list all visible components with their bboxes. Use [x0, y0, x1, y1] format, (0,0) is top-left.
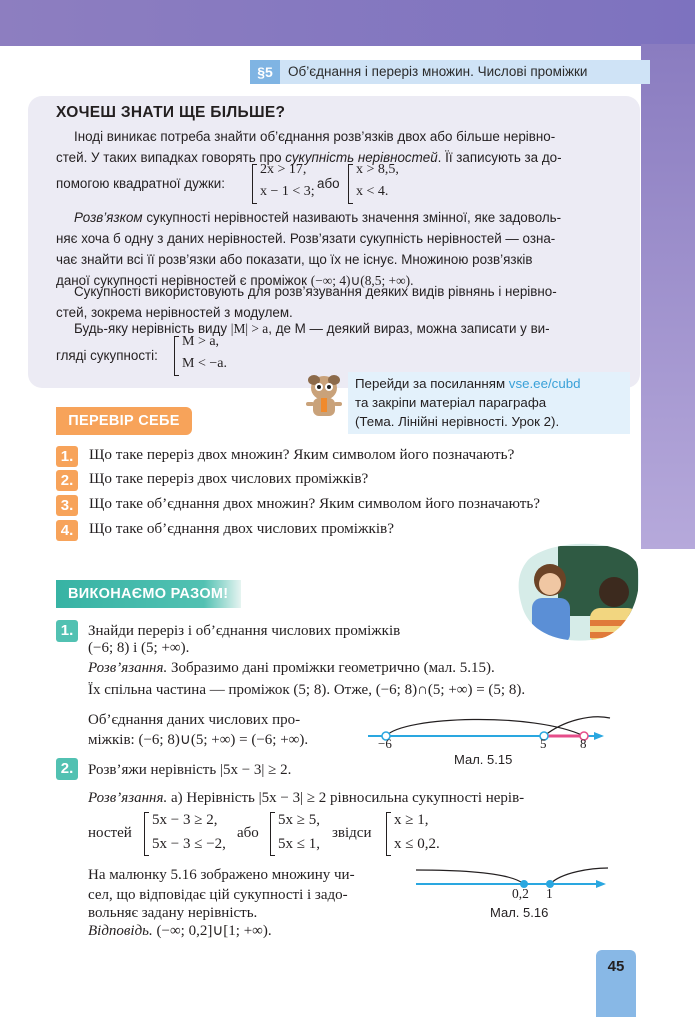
- solution-line: вольняє задану нерівність.: [88, 905, 258, 921]
- paragraph-line: няє хоча б одну з даних нерівностей. Розв’язати сукупність нерівностей — озна-: [56, 231, 556, 246]
- math-line: 5x ≥ 5,: [278, 812, 320, 828]
- math-line: x − 1 < 3;: [260, 184, 315, 199]
- math-line: 5x − 3 ≥ 2,: [152, 812, 218, 828]
- paragraph-line: даної сукупності нерівностей є проміжок (−∞; 4)∪(8,5; +∞).: [56, 273, 414, 288]
- solution-line: ностей: [88, 825, 132, 841]
- solution-line: міжків: (−6; 8)∪(5; +∞) = (−6; +∞).: [88, 732, 309, 748]
- task-text: Розв’яжи нерівність |5x − 3| ≥ 2.: [88, 762, 292, 778]
- check-yourself-heading: ПЕРЕВІР СЕБЕ: [56, 407, 192, 435]
- together-heading: ВИКОНАЄМО РАЗОМ!: [56, 580, 241, 608]
- solution-line: Розв’язання. а) Нерівність |5x − 3| ≥ 2 рівносильна сукупності нерів-: [88, 790, 525, 806]
- square-bracket: [252, 164, 257, 204]
- task-text: (−6; 8) і (5; +∞).: [88, 640, 190, 656]
- hence-word: звідси: [332, 825, 372, 841]
- paragraph-line: Будь-яку нерівність виду |M| > a, де M — деякий вираз, можна записати у ви-: [74, 321, 550, 336]
- paragraph-line: помогою квадратної дужки:: [56, 176, 225, 191]
- question-text: Що таке об’єднання двох числових проміжків?: [89, 520, 394, 537]
- know-more-title: ХОЧЕШ ЗНАТИ ЩЕ БІЛЬШЕ?: [56, 104, 286, 121]
- answer-line: Відповідь. (−∞; 0,2]∪[1; +∞).: [88, 923, 272, 939]
- paragraph-line: стей, зокрема нерівностей з модулем.: [56, 305, 293, 320]
- math-line: M < −a.: [182, 356, 227, 371]
- mascot-icon: [298, 372, 350, 424]
- side-color-band: [641, 44, 695, 549]
- section-number: §5: [250, 60, 280, 84]
- paragraph-line: стей. У таких випадках говорять про сукупність нерівностей. Її записують за до-: [56, 150, 562, 165]
- or-word: або: [317, 176, 340, 191]
- number-line-figure-5-15: [364, 710, 614, 754]
- tick-label: 0,2: [512, 886, 529, 901]
- link-url[interactable]: vse.ee/cubd: [508, 376, 581, 391]
- task-number: 2.: [56, 758, 78, 780]
- paragraph-line: Іноді виникає потреба знайти об’єднання розв’язків двох або більше нерівно-: [74, 129, 556, 144]
- figure-caption: Мал. 5.15: [454, 752, 513, 767]
- question-number: 2.: [56, 470, 78, 491]
- math-line: 5x ≤ 1,: [278, 836, 320, 852]
- solution-line: Їх спільна частина — проміжок (5; 8). Отже, (−6; 8)∩(5; +∞) = (5; 8).: [88, 682, 526, 698]
- question-text: Що таке об’єднання двох множин? Яким символом його позначають?: [89, 495, 541, 512]
- or-word: або: [237, 825, 259, 841]
- math-line: x > 8,5,: [356, 162, 399, 177]
- square-bracket: [348, 164, 353, 204]
- paragraph-line: Розв’язком сукупності нерівностей називають значення змінної, яке задоволь-: [74, 210, 562, 225]
- math-line: 5x − 3 ≤ −2,: [152, 836, 226, 852]
- square-bracket: [386, 812, 391, 856]
- section-title: Об’єднання і переріз множин. Числові проміжки: [288, 64, 588, 79]
- math-line: 2x > 17,: [260, 162, 307, 177]
- solution-line: сел, що відповідає цій сукупності і задо-: [88, 887, 348, 903]
- figure-caption: Мал. 5.16: [490, 905, 549, 920]
- solution-line: На малюнку 5.16 зображено множину чи-: [88, 867, 355, 883]
- question-number: 1.: [56, 446, 78, 467]
- paragraph-line: чає знайти всі її розв’язки або показати, що їх не існує. Множиною розв’язків: [56, 252, 533, 267]
- square-bracket: [144, 812, 149, 856]
- solution-line: Об’єднання даних числових про-: [88, 712, 301, 728]
- students-photo: [518, 540, 642, 644]
- tick-label: 8: [580, 736, 587, 751]
- page-number: 45: [607, 958, 625, 975]
- paragraph-line: Сукупності використовують для розв’язування деяких видів рівнянь і нерівно-: [74, 284, 557, 299]
- link-box-text: Перейди за посиланням vse.ee/cubd та закріпи матеріал параграфа (Тема. Лінійні нерівності. Урок 2).: [355, 376, 581, 429]
- math-line: x ≥ 1,: [394, 812, 429, 828]
- task-number: 1.: [56, 620, 78, 642]
- square-bracket: [174, 336, 179, 376]
- solution-line: Розв’язання. Зобразимо дані проміжки геометрично (мал. 5.15).: [88, 660, 495, 676]
- top-color-band: [0, 0, 695, 46]
- math-line: x < 4.: [356, 184, 389, 199]
- square-bracket: [270, 812, 275, 856]
- tick-label: 5: [540, 736, 547, 751]
- tick-label: −6: [378, 736, 392, 751]
- question-text: Що таке переріз двох множин? Яким символом його позначають?: [89, 446, 515, 463]
- math-line: M > a,: [182, 334, 220, 349]
- math-line: x ≤ 0,2.: [394, 836, 440, 852]
- question-number: 4.: [56, 520, 78, 541]
- question-number: 3.: [56, 495, 78, 516]
- paragraph-line: гляді сукупності:: [56, 348, 158, 363]
- task-text: Знайди переріз і об’єднання числових проміжків: [88, 623, 401, 639]
- question-text: Що таке переріз двох числових проміжків?: [89, 470, 369, 487]
- tick-label: 1: [546, 886, 553, 901]
